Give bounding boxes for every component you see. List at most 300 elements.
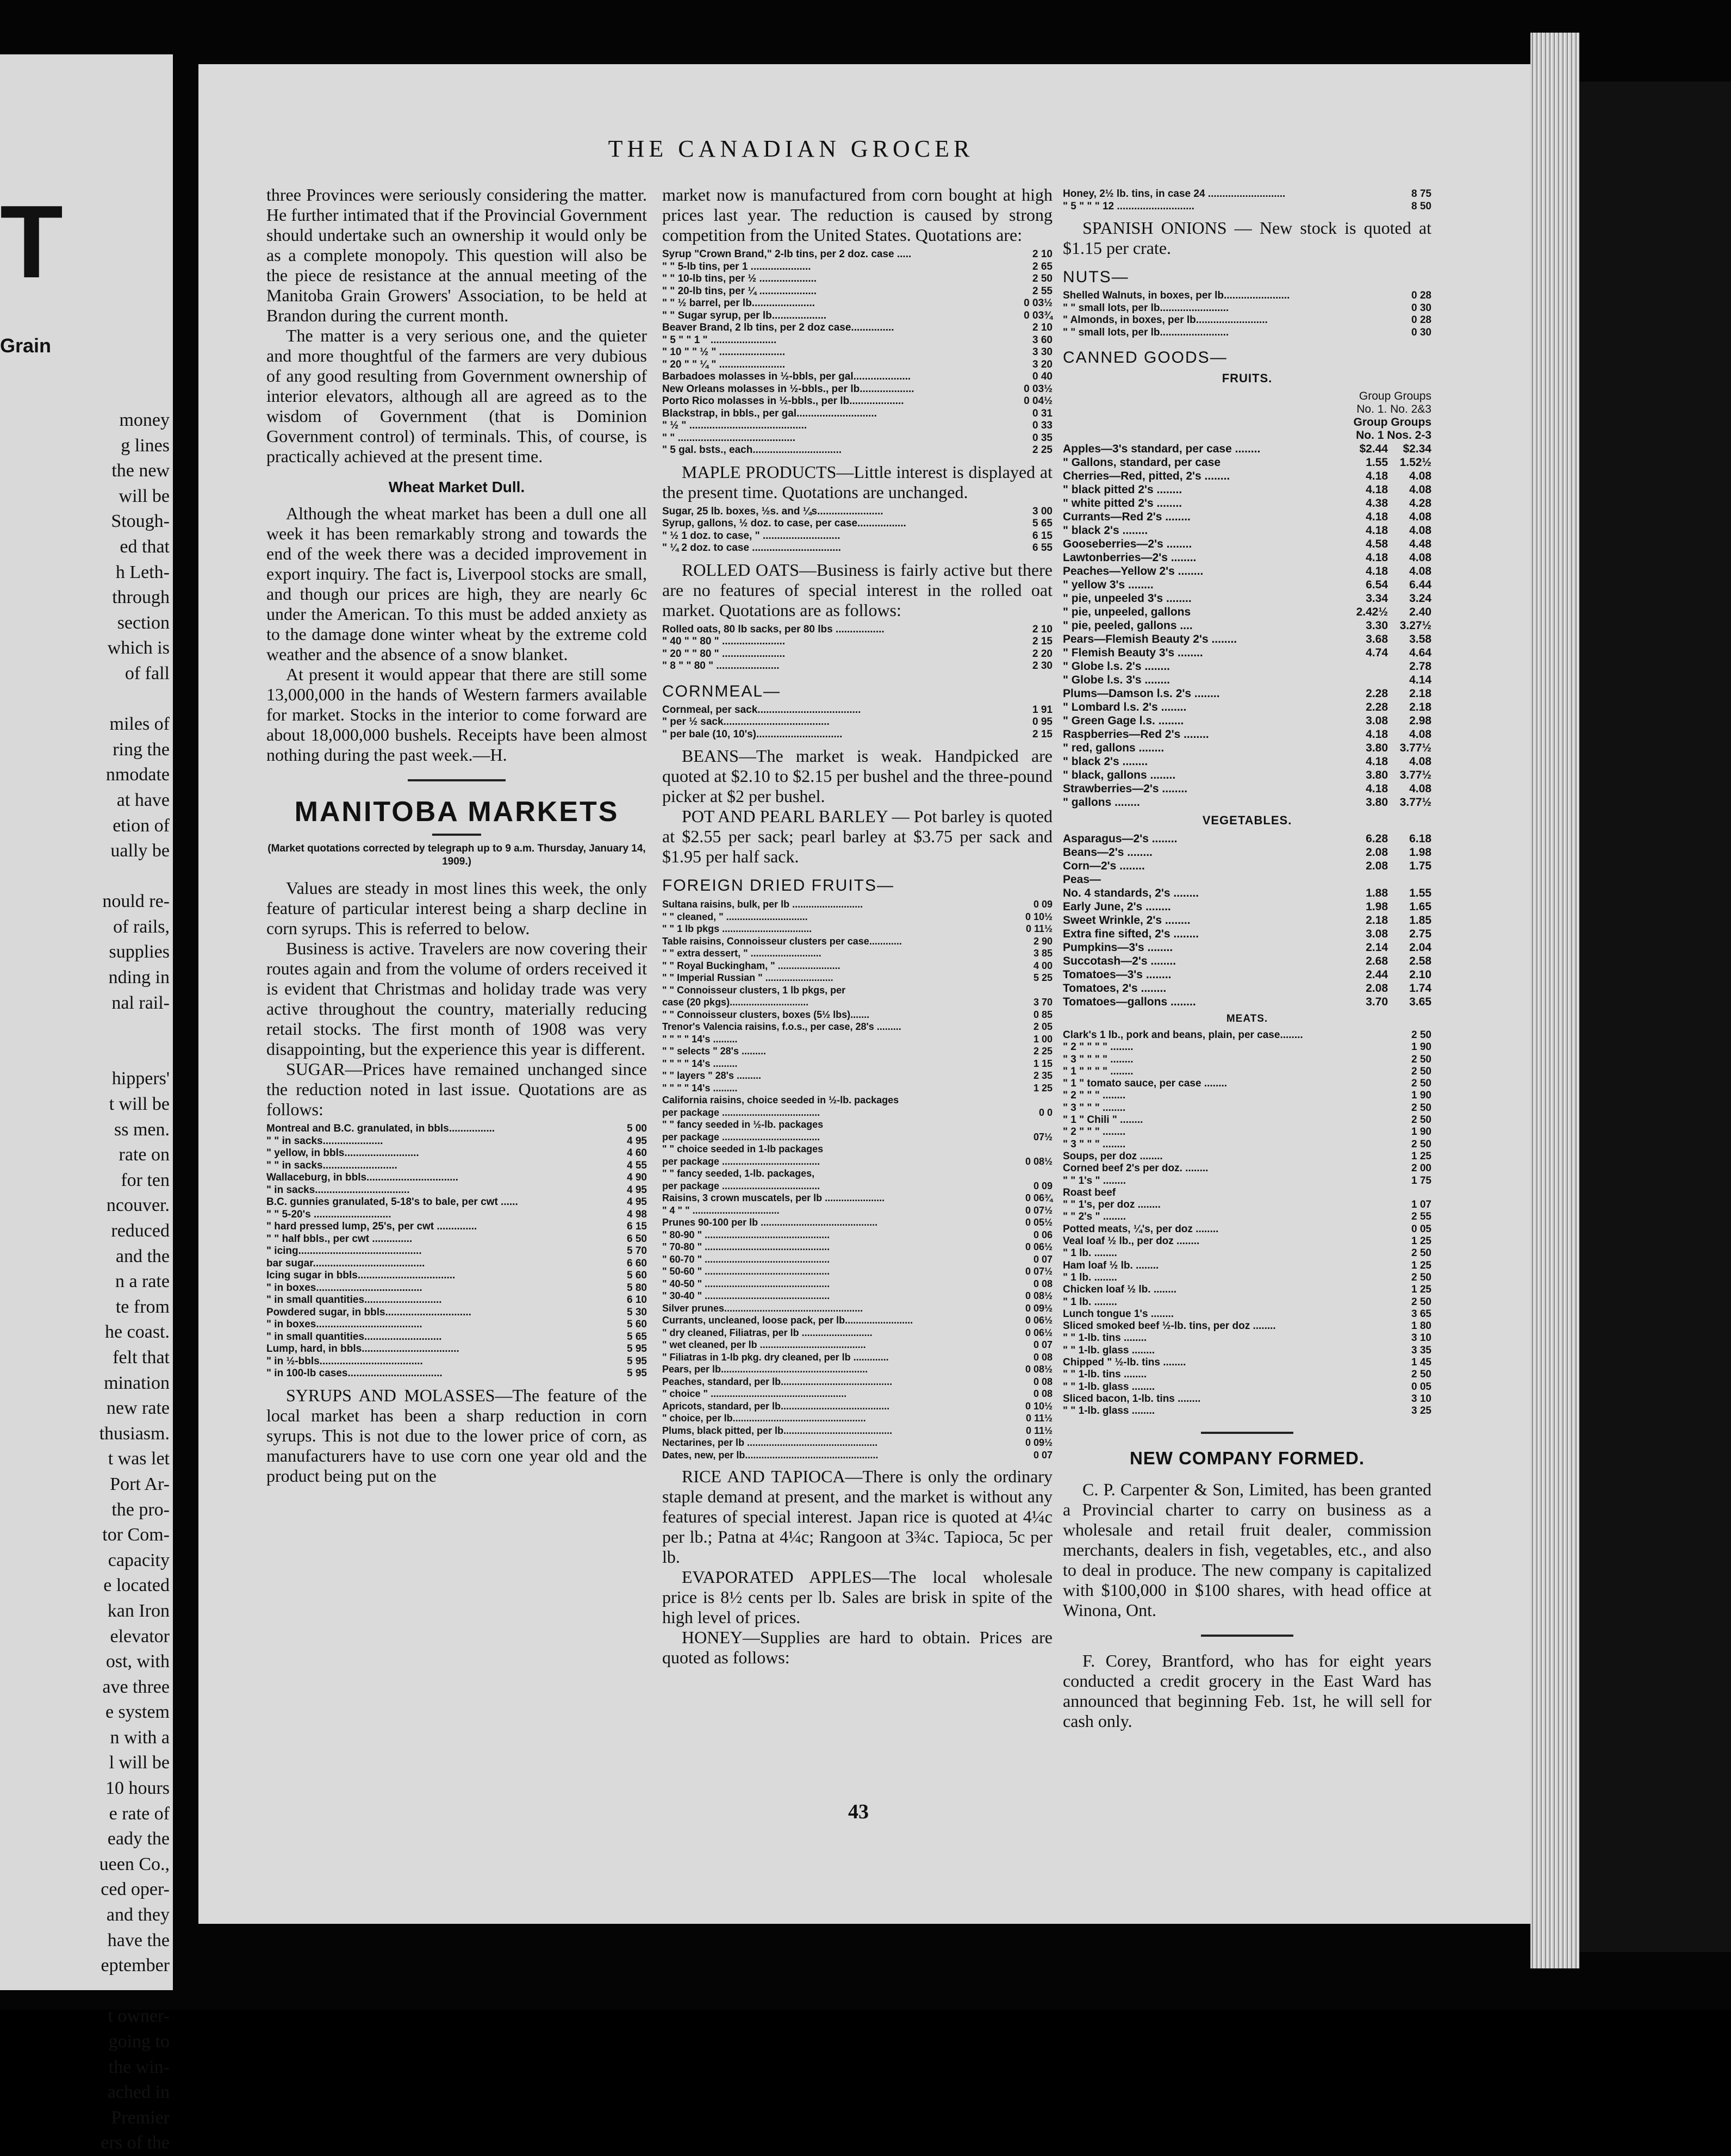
price-row [1063, 995, 1431, 1009]
group-2-3-price: 3.58 [1409, 633, 1431, 645]
group-1-price: 4.18 [1366, 728, 1388, 741]
group-1-price: 3.80 [1366, 796, 1388, 809]
item-price: 2 10 [1032, 322, 1053, 333]
item-label: " Almonds, in boxes, per lb......................... [1063, 314, 1268, 326]
item-label: " 5 " " 1 " ....................... [662, 334, 777, 346]
group-2-3-price: 1.85 [1409, 914, 1431, 927]
price-row [1063, 1247, 1431, 1259]
group-1-price: 4.18 [1366, 551, 1388, 564]
item-label: " " 5-lb tins, per 1 ..................... [662, 260, 811, 272]
price-row [1063, 714, 1431, 728]
price-row [662, 408, 1053, 420]
item-price: 4 55 [627, 1159, 647, 1171]
group-1-price [1344, 660, 1388, 673]
item-label: Silver prunes................................................... [662, 1302, 863, 1314]
group-1-price: 2.42½ [1356, 606, 1388, 618]
item-label: Extra fine sifted, 2's ........ [1063, 928, 1199, 940]
price-row [1063, 859, 1431, 873]
facing-page-heading: Grain [0, 334, 52, 357]
price-row [1063, 673, 1431, 687]
item-price: 0 08 [1033, 1388, 1053, 1399]
item-label: " " selects " 28's ......... [662, 1046, 766, 1057]
maple-price-table [662, 506, 1053, 555]
group-1-price: 1.55 [1366, 456, 1388, 469]
canned-vegetables-table [1063, 832, 1431, 1009]
item-price: 5 25 [1033, 972, 1053, 983]
price-row [1063, 832, 1431, 846]
item-label: Sliced bacon, 1-lb. tins ........ [1063, 1393, 1201, 1405]
price-row [662, 506, 1053, 518]
facing-page-line: capacity [108, 1550, 170, 1570]
price-row [662, 261, 1053, 274]
price-row [1063, 201, 1431, 213]
price-row [662, 1021, 1053, 1033]
item-label: " red, gallons ........ [1063, 742, 1165, 754]
item-label: Cornmeal, per sack.................................... [662, 704, 861, 716]
item-price: 1 45 [1411, 1357, 1431, 1369]
item-label: Chicken loaf ½ lb. ........ [1063, 1284, 1177, 1296]
item-label: " gallons ........ [1063, 796, 1140, 809]
item-label: bar sugar....................................... [266, 1257, 425, 1269]
item-label: " Lombard l.s. 2's ........ [1063, 701, 1187, 713]
item-price: 5 70 [627, 1245, 647, 1257]
item-label: Strawberries—2's ........ [1063, 782, 1188, 795]
paragraph: BEANS—The market is weak. Handpicked are quoted at $2.10 to $2.15 per bushel and the three-pound picker at $2 per bushel. [662, 746, 1053, 806]
group-1-price [1344, 673, 1388, 687]
facing-page-line: reduced [111, 1221, 170, 1241]
price-row [662, 1351, 1053, 1364]
item-price: 0 07 [1033, 1253, 1053, 1265]
item-price: 6 55 [1032, 542, 1053, 554]
item-price: 0 05 [1411, 1223, 1431, 1235]
paragraph: Business is active. Travelers are now covering their routes again and from the volume of orders received it is evident that Christmas and holiday trade was very active throughout the country, materially reducing retail stocks. The first month of 1908 was very disappointing, but the experience this year is different. [266, 939, 647, 1059]
item-price: 4 60 [627, 1147, 647, 1159]
divider [1201, 1432, 1293, 1434]
item-label: " 1 " " " " ........ [1063, 1065, 1134, 1077]
group-2-3-price: 4.08 [1409, 551, 1431, 564]
item-price: 1 80 [1411, 1320, 1431, 1332]
facing-page-line: will be [119, 486, 170, 506]
paragraph: EVAPORATED APPLES—The local wholesale price is 8½ cents per lb. Sales are brisk in spite of the high level of prices. [662, 1567, 1053, 1627]
group-2-3-price: 3.77½ [1399, 796, 1431, 809]
price-row [1063, 873, 1431, 886]
price-row [1063, 1175, 1431, 1187]
item-label: " " 20-lb tins, per ¼ .................... [662, 285, 817, 297]
price-row [662, 1192, 1053, 1204]
price-row [662, 248, 1053, 261]
divider [408, 779, 506, 781]
price-row [1063, 1381, 1431, 1393]
paragraph: market now is manufactured from corn bought at high prices last year. The reduction is caused by strong competition from the United States. Quotations are: [662, 185, 1053, 245]
price-row [1063, 1054, 1431, 1066]
price-row [1063, 1405, 1431, 1417]
item-label: No. 4 standards, 2's ........ [1063, 887, 1199, 899]
item-label: Pears—Flemish Beauty 2's ........ [1063, 633, 1237, 645]
item-label: " " cleaned, " .............................. [662, 911, 808, 922]
item-label: Potted meats, ¼'s, per doz ........ [1063, 1223, 1219, 1235]
facing-page-line: elevator [110, 1626, 170, 1646]
item-price: 8 75 [1411, 188, 1431, 200]
subheading: CORNMEAL— [662, 682, 781, 700]
group-1-price [1344, 873, 1388, 886]
price-row [1063, 1332, 1431, 1344]
price-row [1063, 646, 1431, 660]
item-price: 4 98 [627, 1208, 647, 1220]
item-price: 1 90 [1411, 1041, 1431, 1053]
group-2-3-price: 1.98 [1409, 846, 1431, 859]
price-row [1063, 632, 1431, 646]
item-label: Icing sugar in bbls.................................. [266, 1270, 456, 1281]
group-header: Group Groups [1359, 390, 1431, 402]
price-row [1063, 755, 1431, 768]
item-price: 0 08 [1033, 1376, 1053, 1387]
facing-page-line [0, 1979, 173, 2004]
subsection-label: MEATS. [1226, 1013, 1268, 1024]
price-row [662, 1070, 1053, 1082]
price-row [662, 1241, 1053, 1253]
price-row [1063, 968, 1431, 981]
price-row [1063, 524, 1431, 537]
price-row [662, 648, 1053, 661]
price-row [1063, 886, 1431, 900]
item-price: 3 65 [1411, 1308, 1431, 1320]
item-price: 5 30 [627, 1306, 647, 1318]
item-label: " " small lots, per lb........................ [1063, 326, 1229, 338]
price-row [266, 1123, 647, 1135]
item-label: " 1 " Chili " ........ [1063, 1114, 1143, 1126]
item-label: Shelled Walnuts, in boxes, per lb....................... [1063, 290, 1290, 301]
item-label: " " Connoisseur clusters, 1 lb pkgs, per [662, 984, 846, 996]
group-1-price: $2.44 [1359, 443, 1388, 455]
group-1-price: 2.44 [1366, 968, 1388, 981]
item-label: " " in sacks.......................... [266, 1159, 397, 1171]
facing-page-line [0, 1016, 173, 1041]
item-price: 0 05 [1411, 1381, 1431, 1393]
item-label: Tomatoes, 2's ........ [1063, 982, 1167, 995]
item-label: Gooseberries—2's ........ [1063, 538, 1192, 550]
item-label: Sugar, 25 lb. boxes, ½s. and ¼s....................... [662, 505, 883, 517]
item-price: 0 30 [1411, 326, 1431, 338]
group-2-3-price: 2.18 [1409, 701, 1431, 713]
item-price: 5 60 [627, 1319, 647, 1330]
group-2-3-price: 2.04 [1409, 941, 1431, 954]
item-price: 3 00 [1032, 505, 1053, 517]
paragraph: Although the wheat market has been a dull one all week it has been remarkably strong and towards the end of the week there was a decided improvement in export inquiry. The fact is, Liverpool stocks are small, and though our prices are high, they are nearly 6c under the American. To this must be added anxiety as to the damage done winter wheat by the extreme cold weather and the absence of a snow blanket. [266, 504, 647, 664]
price-row [662, 420, 1053, 432]
group-1-price: 3.08 [1366, 714, 1388, 727]
price-row [1063, 1078, 1431, 1090]
item-label: " 70-80 " .............................................. [662, 1241, 830, 1252]
price-row [1063, 1296, 1431, 1308]
group-2-3-price: 4.48 [1409, 538, 1431, 550]
price-row [1063, 551, 1431, 564]
item-label: California raisins, choice seeded in ½-lb. packages [662, 1095, 899, 1105]
item-price: 2 55 [1032, 285, 1053, 297]
facing-page-line [0, 864, 173, 890]
item-label: Sultana raisins, bulk, per lb .......................... [662, 899, 863, 910]
group-1-price: 2.14 [1366, 941, 1388, 954]
item-label: " choice, per lb................................................. [662, 1413, 866, 1424]
group-2-3-price: 2.58 [1409, 955, 1431, 967]
facing-page-line: nal rail- [111, 992, 170, 1013]
price-row [266, 1343, 647, 1356]
group-1-price: 3.70 [1366, 996, 1388, 1008]
facing-page-line: nould re- [102, 891, 170, 912]
facing-page-text [0, 408, 173, 2156]
group-2-3-price: 2.78 [1409, 660, 1431, 673]
section-title: MANITOBA MARKETS [294, 796, 619, 828]
item-price: 2 10 [1032, 248, 1053, 260]
price-row [662, 1363, 1053, 1376]
price-row [1063, 914, 1431, 927]
price-row [662, 1339, 1053, 1351]
item-price: 0 06 [1033, 1229, 1053, 1240]
price-row [1063, 456, 1431, 469]
item-price [1019, 1119, 1053, 1131]
item-label: " in small quantities........................... [266, 1331, 442, 1343]
price-row [266, 1209, 647, 1221]
group-2-3-price: 3.77½ [1399, 742, 1431, 754]
item-price: 0 09 [1033, 899, 1053, 910]
price-row [266, 1368, 647, 1380]
facing-page-line [0, 1041, 173, 1067]
item-label: Honey, 2½ lb. tins, in case 24 ........................... [1063, 188, 1286, 200]
item-label: " in sacks................................. [266, 1184, 410, 1196]
item-label: Currants—Red 2's ........ [1063, 511, 1191, 523]
item-price: 0 06¾ [1025, 1192, 1053, 1203]
price-row [662, 273, 1053, 285]
item-label: " 8 " " 80 " ...................... [662, 660, 780, 672]
group-2-3-price: 2.40 [1409, 606, 1431, 618]
item-price: 2 65 [1032, 260, 1053, 272]
facing-page-line: going to [108, 2031, 170, 2052]
facing-page-line: Premier [111, 2107, 170, 2128]
section-title: NEW COMPANY FORMED. [1129, 1447, 1365, 1468]
item-label: Veal loaf ½ lb., per doz ........ [1063, 1235, 1200, 1247]
item-label: " " choice seeded in 1-lb packages [662, 1144, 824, 1154]
item-label: " " 1's " ........ [1063, 1175, 1126, 1186]
price-row [662, 716, 1053, 729]
facing-page-line: ed that [120, 536, 170, 557]
item-price: 4 95 [627, 1135, 647, 1147]
price-row [1063, 314, 1431, 327]
facing-page-line: eady the [107, 1829, 170, 1849]
item-label: " 4 " " ................................ [662, 1204, 780, 1216]
price-row [1063, 1126, 1431, 1138]
item-price: 0 30 [1411, 302, 1431, 314]
price-row [1063, 469, 1431, 483]
item-label: " 2 " " " " ........ [1063, 1041, 1134, 1053]
item-label: " 1 " tomato sauce, per case ........ [1063, 1078, 1228, 1090]
divider [432, 834, 481, 836]
item-price: 6 50 [627, 1233, 647, 1245]
item-label: " pie, unpeeled, gallons [1063, 606, 1191, 618]
price-row [662, 935, 1053, 948]
facing-page-line: and the [115, 1246, 170, 1266]
facing-page-line: g lines [121, 435, 170, 456]
price-row [662, 1107, 1053, 1119]
item-label: Roast beef [1063, 1186, 1116, 1198]
item-price: 3 30 [1032, 346, 1053, 358]
price-row [1063, 796, 1431, 809]
item-price: 07½ [1033, 1131, 1053, 1142]
price-row [1063, 1199, 1431, 1211]
item-label: Syrup, gallons, ½ doz. to case, per case................. [662, 518, 906, 529]
price-row [1063, 483, 1431, 496]
facing-page-line: e rate of [109, 1803, 170, 1824]
facing-page-line: have the [107, 1930, 170, 1950]
item-label: B.C. gunnies granulated, 5-18's to bale, per cwt ...... [266, 1196, 518, 1208]
facing-page-line: ced oper- [101, 1879, 170, 1900]
item-label: " ¼ 2 doz. to case ............................... [662, 542, 841, 554]
item-label: Dates, new, per lb................................................. [662, 1449, 879, 1461]
item-label: " in 100-lb cases................................. [266, 1368, 443, 1379]
item-price: 1 75 [1411, 1175, 1431, 1186]
group-1-price: 2.08 [1366, 860, 1388, 872]
facing-page-line: hippers' [111, 1068, 170, 1089]
item-label: Apricots, standard, per lb........................................ [662, 1400, 890, 1412]
group-1-price: 2.28 [1366, 687, 1388, 700]
item-label: Powdered sugar, in bbls.............................. [266, 1306, 471, 1318]
item-label: Soups, per doz ........ [1063, 1150, 1163, 1162]
price-row [1063, 927, 1431, 941]
item-price: 3 70 [1033, 997, 1053, 1008]
group-1-price: 6.54 [1366, 579, 1388, 591]
item-price: 5 60 [627, 1270, 647, 1281]
price-row [662, 1278, 1053, 1290]
item-label: Lawtonberries—2's ........ [1063, 551, 1197, 564]
group-1-price: 3.80 [1366, 742, 1388, 754]
price-row [662, 1119, 1053, 1131]
item-label: " 5 gal. bsts., each............................... [662, 444, 842, 456]
group-1-price: 3.30 [1366, 619, 1388, 632]
item-price: 0 11½ [1025, 1413, 1053, 1424]
item-price: 2 50 [1411, 1369, 1431, 1381]
facing-page-line: the win- [108, 2056, 170, 2077]
item-price: 3 20 [1032, 358, 1053, 370]
item-label: " " Connoisseur clusters, boxes (5½ lbs)....... [662, 1009, 870, 1020]
item-label: Succotash—2's ........ [1063, 955, 1176, 967]
price-row [662, 322, 1053, 334]
group-1-price: 4.18 [1366, 782, 1388, 795]
item-price: 2 50 [1411, 1138, 1431, 1150]
facing-page-line: n a rate [115, 1271, 170, 1292]
item-label: " 40 " " 80 " ...................... [662, 636, 786, 647]
item-label: " 40-50 " .............................................. [662, 1278, 830, 1289]
item-price: 4 95 [627, 1196, 647, 1208]
item-label: " " 5-20's ........................... [266, 1208, 391, 1220]
item-label: " per ½ sack..................................... [662, 716, 830, 728]
price-row [662, 898, 1053, 911]
item-label: Corned beef 2's per doz. ........ [1063, 1163, 1209, 1175]
item-label: " 5 " " " 12 ........................... [1063, 200, 1194, 212]
price-row [1063, 846, 1431, 859]
price-row [662, 444, 1053, 457]
item-label: Asparagus—2's ........ [1063, 832, 1178, 845]
item-price: 2 15 [1032, 728, 1053, 740]
item-label: " in ½-bbls.................................... [266, 1355, 423, 1367]
subsection-label: FRUITS. [1222, 371, 1273, 385]
item-label: Corn—2's ........ [1063, 860, 1145, 872]
price-row [662, 1290, 1053, 1302]
item-price: 0 09½ [1025, 1437, 1053, 1448]
price-row [1063, 578, 1431, 592]
item-price: 0 06½ [1025, 1327, 1053, 1338]
item-price: 0 28 [1411, 290, 1431, 301]
item-price: 0 10½ [1025, 1400, 1053, 1412]
price-row [1063, 687, 1431, 700]
price-row [1063, 510, 1431, 524]
item-price [1019, 1167, 1053, 1180]
item-label: Raisins, 3 crown muscatels, per lb ...................... [662, 1192, 885, 1203]
item-label: " white pitted 2's ........ [1063, 497, 1182, 510]
price-row [1063, 981, 1431, 995]
price-row [662, 1229, 1053, 1241]
item-label: Apples—3's standard, per case ........ [1063, 443, 1261, 455]
item-label: " " 1-lb. glass ........ [1063, 1405, 1155, 1417]
item-label: " 20 " " 80 " ...................... [662, 648, 786, 660]
column-2 [662, 185, 1053, 1668]
item-label: " dry cleaned, Filiatras, per lb .......................... [662, 1327, 873, 1338]
item-label: Cherries—Red, pitted, 2's ........ [1063, 470, 1230, 482]
group-2-3-price: 1.65 [1409, 900, 1431, 913]
item-price: 1 90 [1411, 1126, 1431, 1138]
price-row [1063, 1260, 1431, 1272]
item-price: 0 06½ [1025, 1315, 1053, 1326]
item-label: " " 1-lb. glass ........ [1063, 1344, 1155, 1356]
item-price: 2 10 [1032, 623, 1053, 635]
price-row [662, 1412, 1053, 1425]
group-header: Group Groups [1353, 416, 1431, 428]
item-label: " " " " 14's ......... [662, 1058, 738, 1069]
facing-page-line: e system [105, 1702, 170, 1723]
group-2-3-price: 3.24 [1409, 592, 1431, 605]
price-row [662, 1400, 1053, 1413]
group-2-3-price: 3.77½ [1399, 769, 1431, 781]
item-price: 0 06½ [1025, 1241, 1053, 1252]
price-row [1063, 1393, 1431, 1405]
item-label: " 30-40 " .............................................. [662, 1290, 830, 1301]
item-label: " Globe l.s. 3's ........ [1063, 674, 1170, 686]
price-row [266, 1172, 647, 1184]
item-price: 2 50 [1411, 1114, 1431, 1126]
facing-page-line: the pro- [111, 1499, 170, 1520]
honey-price-table [1063, 188, 1431, 213]
item-label: " ½ 1 doz. to case, " ........................... [662, 530, 840, 542]
item-price: 2 35 [1033, 1070, 1053, 1081]
facing-page-line: eptember [101, 1955, 170, 1976]
item-price: 2 50 [1411, 1053, 1431, 1065]
price-row [662, 1167, 1053, 1180]
price-row [662, 704, 1053, 717]
item-price: 3 60 [1032, 334, 1053, 346]
group-1-price: 4.58 [1366, 538, 1388, 550]
item-label: Barbadoes molasses in ½-bbls, per gal.................... [662, 371, 911, 382]
group-1-price: 4.74 [1366, 647, 1388, 659]
item-price: 2 50 [1411, 1247, 1431, 1259]
item-label: case (20 pkgs)............................. [662, 997, 809, 1008]
item-price: 3 85 [1033, 948, 1053, 959]
price-row [662, 1437, 1053, 1449]
price-row [1063, 290, 1431, 302]
item-label: Lump, hard, in bbls.................................. [266, 1343, 459, 1355]
price-row [662, 1376, 1053, 1388]
item-label: " icing........................................... [266, 1245, 422, 1257]
price-row [662, 923, 1053, 935]
item-price: 2 30 [1032, 660, 1053, 672]
item-price: 2 90 [1033, 935, 1053, 947]
item-label: " 3 " " " " ........ [1063, 1053, 1134, 1065]
